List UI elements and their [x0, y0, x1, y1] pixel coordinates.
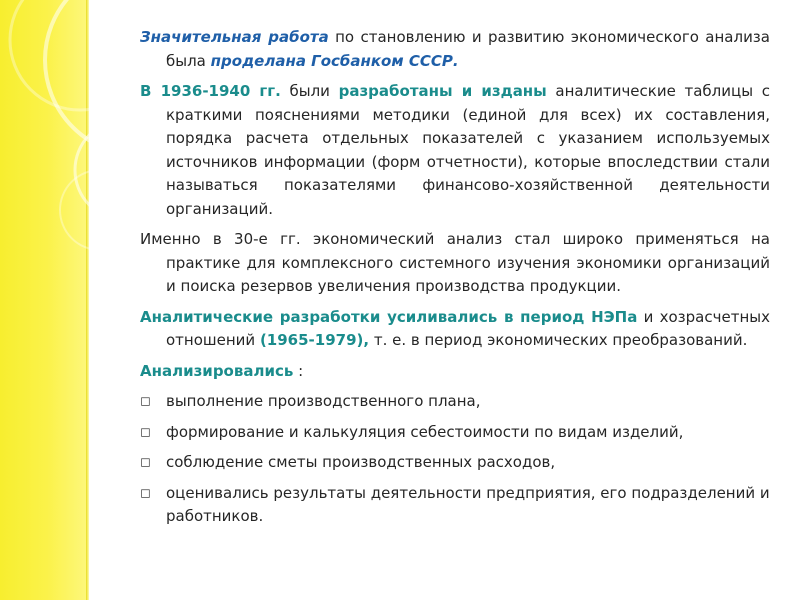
- list-item: [140, 482, 770, 529]
- list-item: [140, 390, 770, 414]
- paragraph-nep: [140, 306, 770, 353]
- list-item: [140, 451, 770, 475]
- body-text: аналитические таблицы с краткими пояснениями методики (единой для всех) их составления, порядка расчета отдельных показателей с указанием используемых источников информации (форм отчетности), которые впоследствии стали называться показателями финансово-хозяйственной деятельности организаций.: [166, 82, 770, 218]
- highlight-text: (1965-1979),: [259, 331, 370, 349]
- slide-content: [140, 26, 770, 536]
- highlight-text: Анализировались: [140, 361, 294, 380]
- outline-bullet-icon: ◻: [140, 455, 151, 470]
- list-item-text: соблюдение сметы производственных расходов,: [166, 453, 556, 471]
- highlight-text: Аналитические разработки усиливались в период НЭПа: [140, 307, 638, 326]
- body-text: были: [280, 82, 339, 100]
- body-text: по становлению и развитию экономического анализа была: [166, 28, 770, 70]
- paragraph-analyzed: [140, 360, 770, 384]
- body-text: т. е. в период экономических преобразований.: [369, 331, 748, 349]
- highlight-text: проделана Госбанком СССР.: [210, 51, 459, 70]
- highlight-text: Значительная работа: [140, 28, 329, 46]
- paragraph-1936-1940: [140, 80, 770, 221]
- paragraph-gosbank: [140, 26, 770, 73]
- paragraph-30s: [140, 228, 770, 299]
- outline-bullet-icon: ◻: [140, 394, 151, 409]
- body-text: :: [293, 361, 304, 380]
- outline-bullet-icon: ◻: [140, 424, 151, 440]
- body-text: и хозрасчетных отношений: [166, 307, 770, 349]
- list-item-text: формирование и калькуляция себестоимости по видам изделий,: [166, 422, 684, 441]
- list-item-text: оценивались результаты деятельности предприятия, его подразделений и работников.: [166, 483, 770, 525]
- highlight-text: разработаны и изданы: [338, 82, 547, 100]
- outline-bullet-icon: ◻: [140, 485, 151, 501]
- body-text: Именно в 30-е гг. экономический анализ стал широко применяться на практике для комплексного системного изучения экономики организаций и поиска резервов увеличения производства продукции.: [140, 230, 770, 295]
- list-item: [140, 421, 770, 445]
- list-item-text: выполнение производственного плана,: [166, 392, 481, 410]
- highlight-text: В 1936-1940 гг.: [140, 82, 281, 100]
